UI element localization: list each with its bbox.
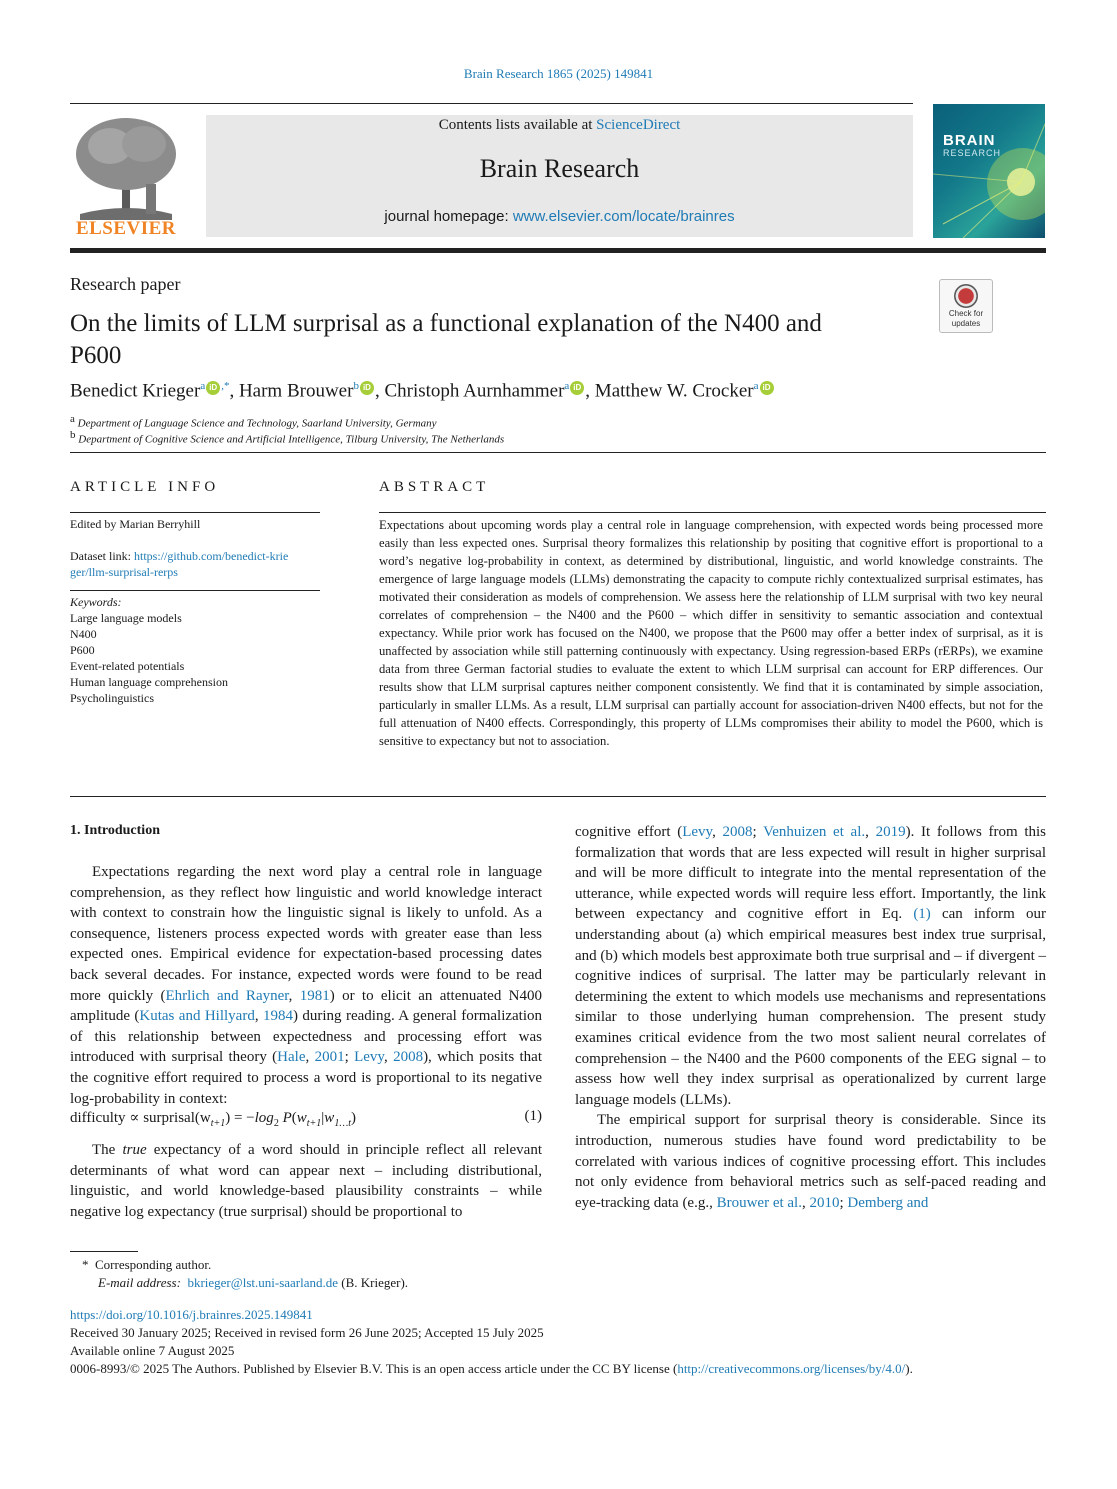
citation-link[interactable]: Kutas and Hillyard (139, 1008, 255, 1025)
header-rule (70, 103, 913, 104)
corresponding-author-note: * Corresponding author. (82, 1257, 212, 1272)
affiliation-rule (70, 452, 1046, 453)
cover-title: BRAIN (943, 132, 996, 149)
keyword: Large language models (70, 611, 182, 625)
section-heading: 1. Introduction (70, 823, 160, 838)
citation-link[interactable]: Brouwer et al. (716, 1194, 802, 1211)
keywords-label: Keywords: (70, 595, 122, 609)
sciencedirect-link[interactable]: ScienceDirect (596, 117, 681, 133)
intro-paragraph-2: The true expectancy of a word should in principle reflect all relevant determinants of what word can appear next – including distributional, linguistic, and world knowledge-based plausibility constraints – while negative log expectancy (true surprisal) should be proportional to (70, 1142, 542, 1220)
citation-link[interactable]: 2008 (722, 824, 753, 840)
keyword: Human language comprehension (70, 675, 228, 689)
citation-link[interactable]: 2001 (314, 1049, 345, 1066)
check-for-updates-badge[interactable]: Check for updates (939, 279, 993, 333)
orcid-icon[interactable]: iD (360, 381, 374, 395)
author-name[interactable]: Harm Brouwer (238, 380, 354, 402)
header-thick-rule (70, 248, 1046, 253)
license-link[interactable]: http://creativecommons.org/licenses/by/4.0/ (677, 1361, 906, 1376)
affiliation: $^a$ Department of Language Science and Technology, Saarland University, Germany (70, 413, 437, 430)
keyword: Event-related potentials (70, 659, 185, 673)
abstract-text: Expectations about upcoming words play a central role in language comprehension, with expected words being processed more easily than less expected ones. Surprisal theory formalizes this relationship by positing that cognitive effort is proportional to a word’s negative log-probability in context, as determined by distributional, linguistic, and world knowledge constraints. The emergence of large language models (LLMs) demonstrating the capacity to compute richly contextualized surprisal estimates, has motivated their consideration as models of comprehension. We assess here the relationship of LLM surprisal with two key neural correlates of comprehension – the N400 and the P600 – which differ in sensitivity to semantic association and contextual expectancy. While prior work has focused on the N400, we propose that the P600 may offer a better index of surprisal, as it is unaffected by association while still patterning continuously with expectancy. Using regression-based ERPs (rERPs), we examine data from three German factorial studies to evaluate the extent to which LLM surprisal can account for ERP differences. Our results show that LLM surprisal captures neither component consistently. We find that it is contaminated by simple association, particularly in smaller LLMs. As a result, LLM surprisal can partially account for association-driven N400 effects, but not for the full attenuation of N400 effects. Correspondingly, this property of LLMs compromises their ability to model the P600, which is sensitive to expectancy but not to association. (379, 518, 1043, 748)
citation-link[interactable]: 2008 (393, 1049, 424, 1066)
homepage-link[interactable]: www.elsevier.com/locate/brainres (512, 208, 735, 225)
elsevier-logo (70, 114, 182, 240)
edited-by: Edited by Marian Berryhill (70, 517, 201, 531)
article-title: On the limits of LLM surprisal as a functional explanation of the N400 and P600 (70, 310, 822, 369)
footnote-rule (70, 1251, 138, 1252)
citation-link[interactable]: Ehrlich and Rayner (165, 987, 289, 1004)
email-link[interactable]: bkrieger@lst.uni-saarland.de (187, 1275, 339, 1290)
abstract-heading: ABSTRACT (379, 479, 490, 495)
equation-number: (1) (524, 1108, 542, 1124)
author-list: Benedict Krieger$^a$ iD ,*, Harm Brouwer$^b$ iD , Christoph Aurnhammer$^a$ iD , Matthew W. Crocker$^a$ iD (70, 380, 775, 402)
doi-link[interactable]: https://doi.org/10.1016/j.brainres.2025.149841 (70, 1307, 313, 1322)
citation-link[interactable]: 2010 (809, 1194, 840, 1211)
available-online: Available online 7 August 2025 (70, 1343, 235, 1358)
journal-title: Brain Research (479, 154, 640, 183)
elsevier-wordmark: ELSEVIER (75, 218, 177, 239)
info-rule (70, 512, 320, 513)
dataset-url-continued[interactable]: ger/llm-surprisal-rerps (70, 565, 178, 579)
citation-link[interactable]: 1981 (299, 987, 330, 1004)
article-info-heading: ARTICLE INFO (70, 479, 220, 495)
abstract-bottom-rule (70, 796, 1046, 797)
orcid-icon[interactable]: iD (206, 381, 220, 395)
citation-link[interactable]: 2019 (875, 824, 906, 840)
email-note: E-mail address: bkrieger@lst.uni-saarland.de (B. Krieger). (98, 1275, 409, 1290)
journal-cover-image[interactable] (933, 104, 1045, 238)
license-line: 0006-8993/© 2025 The Authors. Published by Elsevier B.V. This is an open access article under the CC BY license (http://creativecommons.org/licenses/by/4.0/). (70, 1361, 913, 1376)
citation-link[interactable]: Demberg and (847, 1194, 929, 1211)
journal-citation[interactable]: Brain Research 1865 (2025) 149841 (463, 66, 654, 81)
keyword: P600 (70, 643, 95, 657)
cover-subtitle: RESEARCH (943, 148, 1002, 158)
intro-paragraph-1: Expectations regarding the next word play a central role in language comprehension, as they reflect how linguistic and world knowledge interact with context to constrain how the linguistic signal is likely to unfold. As a consequence, listeners process expected words with greater ease than less expected ones. Empirical evidence for expectation-based processing dates back several decades. For instance, expected words were found to be read more quickly (Ehrlich and Rayner, 1981) or to elicit an attenuated N400 amplitude (Kutas and Hillyard, 1984) during reading. A general formalization of this relationship between expectedness and processing effort was introduced with surprisal theory (Hale, 2001; Levy, 2008), which posits that the cognitive effort required to process a word is proportional to its negative log-probability in context: (70, 864, 543, 1107)
equation-1: difficulty ∝ $surprisal(w_{t+1}) = -\log_2$ $P(w_{t+1}|w_{1\dots t})$ (1) (70, 1108, 542, 1129)
journal-homepage: journal homepage: www.elsevier.com/locate/brainres (384, 208, 735, 225)
citation-link[interactable]: Levy (354, 1049, 384, 1066)
citation-link[interactable]: Venhuizen et al. (763, 824, 866, 840)
intro-right-column: cognitive effort (Levy, 2008; Venhuizen et al., 2019). It follows from this formalization that words that are less expected will result in higher surprisal and will be more difficult to integrate into the mental representation of the utterance, while expected words will require less effort. Importantly, the link between expectancy and cognitive effort in Eq. (1) can inform our understanding about (a) which empirical measures best index true surprisal, and (b) which models best approximate both true surprisal and – if divergent – cognitive indices of surprisal. The latter may be particularly relevant in determining the extent to which models use mechanisms and representations similar to those underlying human comprehension. The present study examines critical evidence from the two most salient neural correlates of comprehension – the N400 and the P600 components of the EEG signal – to assess how well they index surprisal as operationalized by current large language models (LLMs). The empirical support for surprisal theory is considerable. Since its introduction, numerous studies have found word predictability to be correlated with various indices of cognitive processing effort. This includes not only evidence from behavioral metrics such as self-paced reading and eye-tracking data (e.g., Brouwer et al., 2010; Demberg and (575, 824, 1047, 1211)
author-name[interactable]: Benedict Krieger (70, 380, 201, 402)
author-name[interactable]: Matthew W. Crocker (594, 380, 754, 402)
orcid-icon[interactable]: iD (570, 381, 584, 395)
citation-link[interactable]: Hale (277, 1049, 306, 1066)
check-updates-icon (954, 284, 978, 308)
received-dates: Received 30 January 2025; Received in revised form 26 June 2025; Accepted 15 July 2025 (70, 1325, 544, 1340)
dataset-url[interactable]: https://github.com/benedict-krie (133, 549, 289, 563)
citation-link[interactable]: Levy (682, 824, 713, 840)
author-name[interactable]: Christoph Aurnhammer (384, 380, 565, 402)
citation-link[interactable]: 1984 (263, 1008, 293, 1025)
keywords-rule (70, 590, 320, 591)
keyword: N400 (70, 627, 97, 641)
equation-ref-link[interactable]: (1) (913, 906, 931, 923)
dataset-link: Dataset link: https://github.com/benedict-krie ger/llm-surprisal-rerps (70, 549, 289, 579)
keywords-block (70, 594, 228, 706)
article-type: Research paper (70, 274, 181, 294)
journal-banner (206, 115, 913, 237)
abstract-rule (379, 512, 1046, 513)
contents-line: Contents lists available at ScienceDirect (438, 117, 681, 133)
cover-burst-graphic (933, 104, 1045, 238)
affiliation: $^b$ Department of Cognitive Science and Artificial Intelligence, Tilburg University, The Netherlands (70, 429, 505, 446)
orcid-icon[interactable]: iD (760, 381, 774, 395)
keyword: Psycholinguistics (70, 691, 155, 705)
